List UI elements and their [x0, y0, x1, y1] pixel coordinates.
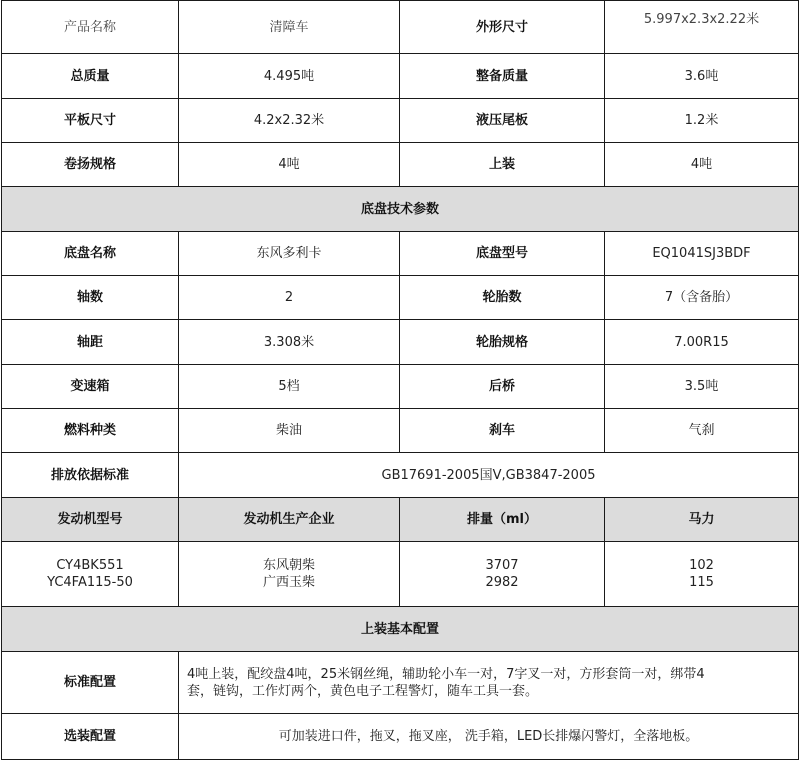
horsepower-cell [605, 542, 799, 607]
table-row [2, 365, 799, 409]
table-row [2, 1, 799, 54]
table-row [2, 276, 799, 320]
section-header-row [2, 187, 799, 232]
standard-config-label: 标准配置 [2, 652, 179, 714]
standard-config-line: 套，链钩，工作灯两个，黄色电子工程警灯，随车工具一套。 [187, 683, 539, 699]
horsepower-header: 马力 [605, 498, 799, 542]
engine-maker-header: 发动机生产企业 [179, 498, 400, 542]
table-row [2, 714, 799, 760]
optional-config-label: 选装配置 [2, 714, 179, 760]
displacement-cell [400, 542, 605, 607]
tires-value: 7（含备胎） [605, 276, 799, 320]
tail-lift-label: 液压尾板 [400, 99, 605, 143]
list-item: 2982 [485, 575, 519, 590]
engine-models-cell [2, 542, 179, 607]
tire-spec-label: 轮胎规格 [400, 320, 605, 365]
chassis-model-value: EQ1041SJ3BDF [605, 232, 799, 276]
total-mass-value: 4.495吨 [179, 54, 400, 99]
wheelbase-value: 3.308米 [179, 320, 400, 365]
brake-label: 刹车 [400, 409, 605, 453]
winch-value: 4吨 [179, 143, 400, 187]
list-item: YC4FA115-50 [47, 575, 133, 590]
emission-label: 排放依据标准 [2, 453, 179, 498]
product-name-label: 产品名称 [2, 1, 179, 54]
tires-label: 轮胎数 [400, 276, 605, 320]
table-row [2, 143, 799, 187]
table-row [2, 652, 799, 714]
curb-mass-value: 3.6吨 [605, 54, 799, 99]
standard-config-line: 4吨上装，配绞盘4吨，25米钢丝绳，辅助轮小车一对，7字叉一对，方形套筒一对，绑带4 [187, 666, 705, 682]
list-item: 102 [689, 558, 714, 573]
config-section-title: 上装基本配置 [2, 607, 799, 652]
list-item: 东风朝柴 [262, 558, 315, 573]
body-label: 上装 [400, 143, 605, 187]
table-row [2, 409, 799, 453]
product-name-value: 清障车 [179, 1, 400, 54]
emission-value: GB17691-2005国Ⅴ,GB3847-2005 [179, 453, 799, 498]
body-value: 4吨 [605, 143, 799, 187]
dimensions-label: 外形尺寸 [400, 1, 605, 54]
engine-header-row [2, 498, 799, 542]
engine-model-header: 发动机型号 [2, 498, 179, 542]
table-row [2, 453, 799, 498]
dimensions-value: 5.997x2.3x2.22米 [605, 1, 799, 54]
list-item: 3707 [485, 558, 519, 573]
chassis-model-label: 底盘型号 [400, 232, 605, 276]
spec-table [1, 0, 799, 760]
fuel-label: 燃料种类 [2, 409, 179, 453]
brake-value: 气刹 [605, 409, 799, 453]
chassis-name-label: 底盘名称 [2, 232, 179, 276]
list-item: 广西玉柴 [262, 575, 315, 590]
curb-mass-label: 整备质量 [400, 54, 605, 99]
table-row [2, 232, 799, 276]
rear-axle-label: 后桥 [400, 365, 605, 409]
flatbed-size-value: 4.2x2.32米 [179, 99, 400, 143]
axles-value: 2 [179, 276, 400, 320]
optional-config-value: 可加装进口件，拖叉，拖叉座， 洗手箱，LED长排爆闪警灯，全落地板。 [179, 714, 799, 760]
gearbox-label: 变速箱 [2, 365, 179, 409]
axles-label: 轴数 [2, 276, 179, 320]
chassis-section-title: 底盘技术参数 [2, 187, 799, 232]
table-row [2, 99, 799, 143]
engine-data-row [2, 542, 799, 607]
gearbox-value: 5档 [179, 365, 400, 409]
list-item: 115 [689, 575, 714, 590]
list-item: CY4BK551 [56, 558, 124, 573]
fuel-value: 柴油 [179, 409, 400, 453]
flatbed-size-label: 平板尺寸 [2, 99, 179, 143]
section-header-row [2, 607, 799, 652]
total-mass-label: 总质量 [2, 54, 179, 99]
engine-makers-cell [179, 542, 400, 607]
tail-lift-value: 1.2米 [605, 99, 799, 143]
table-row [2, 54, 799, 99]
displacement-header: 排量（ml） [400, 498, 605, 542]
chassis-name-value: 东风多利卡 [179, 232, 400, 276]
rear-axle-value: 3.5吨 [605, 365, 799, 409]
table-row [2, 320, 799, 365]
tire-spec-value: 7.00R15 [605, 320, 799, 365]
standard-config-value [179, 652, 799, 714]
winch-label: 卷扬规格 [2, 143, 179, 187]
wheelbase-label: 轴距 [2, 320, 179, 365]
